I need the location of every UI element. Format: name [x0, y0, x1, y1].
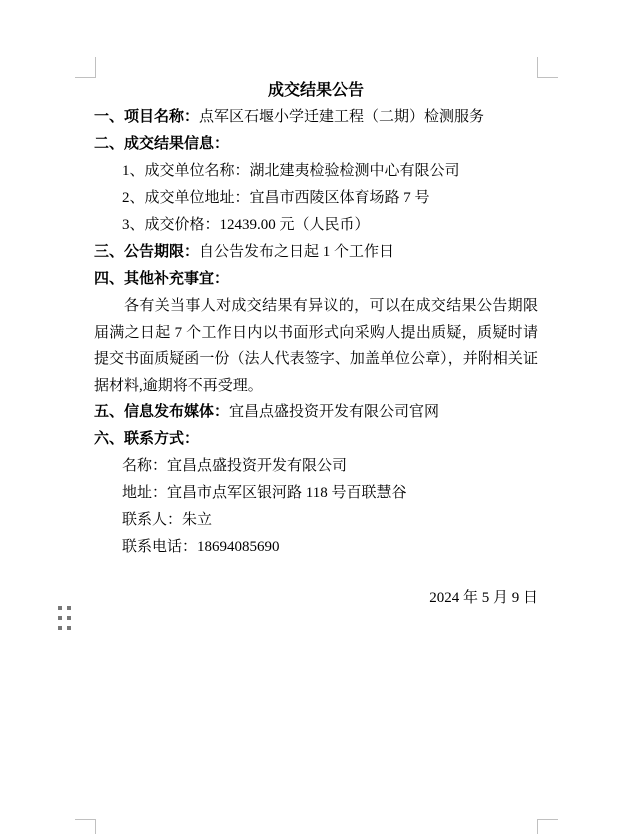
section-result-info-label: 二、成交结果信息：: [94, 136, 230, 152]
result-item-price: 3、成交价格：12439.00 元（人民币）: [122, 217, 370, 233]
result-item-winner-name: 1、成交单位名称：湖北建夷检验检测中心有限公司: [122, 163, 460, 179]
section-publish-media-label: 五、信息发布媒体：: [94, 404, 230, 420]
margin-corner-mark-top-left: [75, 57, 96, 78]
handle-dot: [58, 626, 62, 630]
section-other-matters: [94, 266, 538, 293]
section-announcement-period-label: 三、公告期限：: [94, 244, 200, 260]
contact-name: 名称：宜昌点盛投资开发有限公司: [122, 458, 348, 474]
margin-corner-mark-top-right: [537, 57, 558, 78]
section-publish-media-text: 宜昌点盛投资开发有限公司官网: [229, 404, 440, 420]
section-project-name-label: 一、项目名称：: [94, 109, 200, 125]
handle-dot: [67, 626, 71, 630]
section-announcement-period: [94, 239, 538, 266]
margin-corner-mark-bottom-right: [537, 819, 558, 834]
contact-phone: 联系电话：18694085690: [122, 539, 280, 555]
blank-line: [94, 561, 538, 585]
result-item-winner-address: 2、成交单位地址：宜昌市西陵区体育场路 7 号: [122, 190, 430, 206]
section-project-name-text: 点军区石堰小学迁建工程（二期）检测服务: [199, 109, 485, 125]
drag-handle-icon[interactable]: [58, 606, 71, 630]
contact-address: 地址：宜昌市点军区银河路 118 号百联慧谷: [122, 485, 407, 501]
handle-dot: [58, 616, 62, 620]
section-announcement-period-text: 自公告发布之日起 1 个工作日: [199, 244, 395, 260]
objection-paragraph: 各有关当事人对成交结果有异议的，可以在成交结果公告期限届满之日起 7 个工作日内以书面形式向采购人提出质疑，质疑时请提交书面质疑函一份（法人代表签字、加盖单位公章），并附相关证据材料,逾期将不再受理。: [94, 298, 538, 394]
handle-dot: [67, 606, 71, 610]
handle-dot: [58, 606, 62, 610]
section-publish-media: [94, 399, 538, 426]
section-project-name: [94, 104, 538, 131]
document-body: [94, 78, 538, 612]
document-title: 成交结果公告: [267, 82, 364, 99]
section-contact-label: 六、联系方式：: [94, 431, 200, 447]
handle-dot: [67, 616, 71, 620]
section-contact: [94, 426, 538, 453]
contact-person: 联系人：朱立: [122, 512, 213, 528]
section-other-matters-label: 四、其他补充事宜：: [94, 271, 230, 287]
margin-corner-mark-bottom-left: [75, 819, 96, 834]
document-date: 2024 年 5 月 9 日: [429, 590, 538, 606]
section-result-info: [94, 131, 538, 158]
